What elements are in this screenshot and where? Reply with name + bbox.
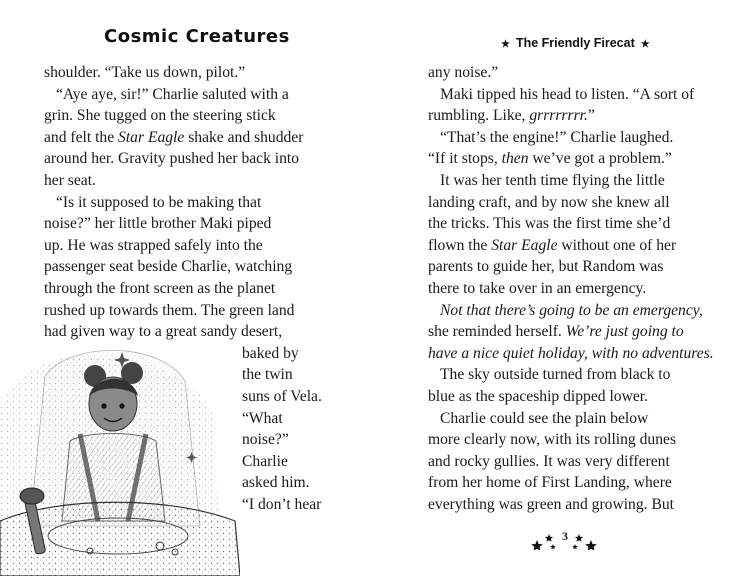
text-line bbox=[428, 106, 595, 126]
text-run: around her. Gravity pushed her back into bbox=[44, 150, 300, 168]
text-run: blue as the spaceship dipped lower. bbox=[428, 388, 648, 405]
text-run: Maki tipped his head to listen. “A sort of bbox=[440, 85, 695, 103]
text-line bbox=[428, 430, 676, 450]
text-run: and rocky gullies. It was very different bbox=[428, 452, 670, 470]
text-line bbox=[440, 409, 648, 429]
text-run: “That’s the engine!” Charlie laughed. bbox=[440, 128, 674, 146]
text-line bbox=[428, 322, 684, 342]
text-run: Charlie bbox=[242, 452, 288, 470]
italic-text: Star Eagle bbox=[491, 236, 558, 254]
text-run: the tricks. This was the first time she’d bbox=[428, 215, 671, 233]
stars-ornament-icon bbox=[529, 526, 609, 550]
italic-text: Star Eagle bbox=[118, 128, 185, 146]
right-page bbox=[375, 0, 750, 576]
text-run: asked him. bbox=[242, 474, 310, 492]
text-run: “If it stops, bbox=[428, 150, 502, 168]
text-run: landing craft, and by now she knew all bbox=[428, 193, 670, 211]
italic-text: then bbox=[501, 150, 529, 168]
text-line bbox=[428, 495, 674, 515]
italic-text: Not that there’s going to be an emergency, bbox=[440, 301, 703, 319]
text-line bbox=[242, 365, 293, 385]
text-line bbox=[44, 171, 96, 191]
text-run: noise?” her little brother Maki piped bbox=[44, 215, 272, 233]
text-run: Charlie could see the plain below bbox=[440, 409, 649, 427]
text-line bbox=[440, 171, 665, 191]
italic-text: have a nice quiet holiday, with no adventures. bbox=[428, 344, 714, 362]
star-icon: ★ bbox=[501, 39, 510, 50]
text-line bbox=[242, 409, 283, 429]
page-number-ornament bbox=[529, 526, 609, 550]
series-title: Cosmic Creatures bbox=[104, 26, 290, 47]
text-line bbox=[44, 149, 299, 169]
text-run: shoulder. “Take us down, pilot.” bbox=[44, 64, 246, 81]
text-run: “Aye aye, sir!” Charlie saluted with a bbox=[56, 85, 289, 103]
text-line bbox=[440, 85, 694, 105]
text-line bbox=[440, 365, 670, 385]
italic-text: grrrrrrrr. bbox=[529, 107, 588, 125]
text-run: ” bbox=[587, 107, 595, 125]
text-run: rumbling. Like, bbox=[428, 107, 530, 125]
text-line bbox=[242, 473, 310, 493]
text-run: baked by bbox=[242, 344, 299, 362]
text-run: her seat. bbox=[44, 172, 96, 189]
text-run: “What bbox=[242, 409, 283, 427]
text-line bbox=[44, 214, 271, 234]
text-run: The sky outside turned from black to bbox=[440, 366, 671, 384]
text-run: without one of her bbox=[557, 236, 677, 254]
text-line bbox=[44, 63, 245, 83]
text-line bbox=[428, 149, 672, 169]
star-icon: ★ bbox=[640, 39, 650, 50]
text-line bbox=[440, 128, 673, 148]
text-line bbox=[44, 128, 303, 148]
text-run: flown the bbox=[428, 236, 492, 254]
text-line bbox=[44, 301, 294, 321]
italic-text: We’re just going to bbox=[565, 323, 684, 341]
running-head-title: The Friendly Firecat bbox=[515, 36, 635, 50]
text-line bbox=[242, 430, 289, 450]
text-run: everything was green and growing. But bbox=[428, 496, 674, 513]
text-line bbox=[44, 257, 292, 277]
text-run: “I don’t hear bbox=[242, 496, 322, 513]
text-run: noise?” bbox=[242, 431, 289, 449]
text-run: from her home of First Landing, where bbox=[428, 474, 672, 492]
text-line bbox=[242, 387, 322, 407]
text-run: there to take over in an emergency. bbox=[428, 280, 647, 297]
text-run: up. He was strapped safely into the bbox=[44, 236, 263, 254]
text-run: she reminded herself. bbox=[428, 323, 566, 341]
text-line bbox=[428, 387, 648, 407]
text-line bbox=[56, 85, 289, 105]
text-line bbox=[428, 279, 646, 299]
running-head bbox=[495, 36, 656, 50]
text-line bbox=[428, 236, 676, 256]
text-line bbox=[44, 279, 275, 299]
girl-pilot-illustration bbox=[0, 346, 240, 576]
text-line bbox=[428, 193, 670, 213]
text-run: suns of Vela. bbox=[242, 388, 322, 405]
text-run: grin. She tugged on the steering stick bbox=[44, 107, 276, 125]
text-line bbox=[428, 452, 670, 472]
text-run: through the front screen as the planet bbox=[44, 280, 276, 297]
text-run: shake and shudder bbox=[184, 128, 304, 146]
text-run: more clearly now, with its rolling dunes bbox=[428, 431, 677, 449]
text-run: “Is it supposed to be making that bbox=[56, 193, 262, 211]
text-line bbox=[428, 344, 714, 364]
text-line bbox=[242, 495, 321, 515]
text-run: had given way to a great sandy desert, bbox=[44, 323, 283, 341]
text-line bbox=[428, 214, 670, 234]
text-line bbox=[440, 301, 703, 321]
text-line bbox=[428, 473, 672, 493]
text-run: the twin bbox=[242, 366, 293, 384]
text-line bbox=[56, 193, 261, 213]
text-line bbox=[428, 63, 498, 83]
text-line bbox=[44, 236, 263, 256]
text-line bbox=[428, 257, 663, 277]
text-line bbox=[242, 452, 288, 472]
text-run: parents to guide her, but Random was bbox=[428, 258, 664, 276]
text-run: passenger seat beside Charlie, watching bbox=[44, 258, 293, 276]
text-run: and felt the bbox=[44, 128, 119, 146]
text-run: any noise.” bbox=[428, 64, 499, 81]
text-line bbox=[242, 344, 299, 364]
text-line bbox=[44, 106, 276, 126]
page-number: 3 bbox=[562, 529, 568, 543]
text-run: It was her tenth time flying the little bbox=[440, 172, 665, 189]
text-line bbox=[44, 322, 282, 342]
text-run: we’ve got a problem.” bbox=[528, 150, 672, 168]
text-run: rushed up towards them. The green land bbox=[44, 301, 295, 319]
